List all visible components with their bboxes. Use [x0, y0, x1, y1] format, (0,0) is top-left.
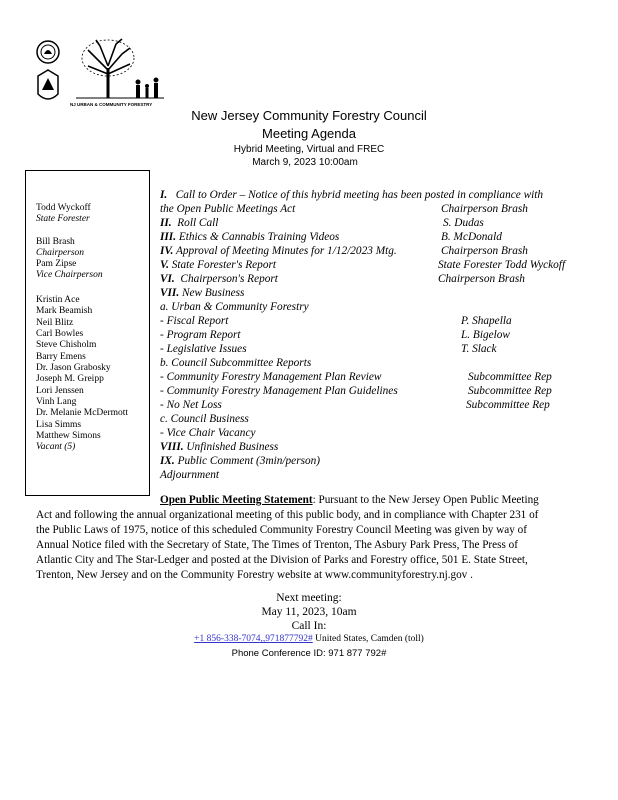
agenda-item-viii: VIII. Unfinished Business	[160, 441, 279, 453]
responsible-party: B. McDonald	[441, 231, 502, 243]
chair-title: Chairperson	[36, 248, 85, 258]
conference-id: Phone Conference ID: 971 877 792#	[231, 648, 387, 659]
member-name: Carl Bowles	[36, 329, 84, 339]
forester-name: Todd Wyckoff	[36, 203, 91, 213]
member-name: Dr. Melanie McDermott	[36, 408, 129, 418]
member-name: Lisa Simms	[36, 419, 82, 430]
responsible-party: Subcommittee Rep	[468, 371, 552, 383]
member-name: Barry Emens	[36, 351, 86, 362]
statement-line: Atlantic City and The Star-Ledger and posted at the Division of Parks and Forestry office, 501 E. State Street,	[36, 554, 528, 566]
meeting-type: Hybrid Meeting, Virtual and FREC	[233, 144, 385, 155]
agenda-adjournment: Adjournment	[160, 469, 219, 481]
page-title: Meeting Agenda	[262, 126, 356, 141]
agenda-item-ii: II. Roll Call	[160, 217, 219, 229]
agenda-subitem: - Legislative Issues	[160, 343, 247, 355]
responsible-party: S. Dudas	[443, 217, 484, 229]
member-name: Vinh Lang	[36, 397, 77, 407]
logo-caption: NJ URBAN & COMMUNITY FORESTRY	[70, 102, 153, 107]
agenda-item-i: I. Call to Order – Notice of this hybrid meeting has been posted in compliance with	[160, 189, 544, 201]
meeting-date: March 9, 2023 10:00am	[252, 157, 358, 168]
next-meeting-date: May 11, 2023, 10am	[261, 606, 357, 618]
member-name: Mark Beamish	[36, 306, 93, 316]
member-name: Kristin Ace	[36, 295, 80, 305]
agenda-subitem: - Fiscal Report	[160, 315, 229, 327]
statement-line: Trenton, New Jersey and on the Community Forestry website at www.communityforestry.nj.gov .	[36, 569, 473, 581]
agenda-subitem: - No Net Loss	[160, 399, 222, 411]
statement-heading: Open Public Meeting Statement	[160, 494, 313, 506]
org-title: New Jersey Community Forestry Council	[191, 108, 427, 123]
statement-line: Annual Notice filed with the Secretary of State, The Times of Trenton, The Asbury Park Press, The Press of	[36, 539, 518, 551]
vice-title: Vice Chairperson	[36, 270, 103, 280]
statement-first-line: Open Public Meeting Statement: Pursuant to the New Jersey Open Public Meeting	[160, 494, 539, 506]
responsible-party: Chairperson Brash	[441, 203, 528, 215]
member-name: Neil Blitz	[36, 317, 74, 328]
agenda-subitem-b: b. Council Subcommittee Reports	[160, 357, 312, 369]
responsible-party: Chairperson Brash	[441, 245, 528, 257]
responsible-party: Subcommittee Rep	[468, 385, 552, 397]
statement-line: Act and following the annual organizational meeting of this public body, and in compliance with Chapter 231 of	[36, 509, 539, 521]
statement-line: the Public Laws of 1975, notice of this scheduled Community Forestry Council Meeting was given by way of	[36, 524, 527, 536]
agenda-item-i-cont: the Open Public Meetings Act	[160, 203, 296, 215]
call-in-label: Call In:	[291, 620, 327, 632]
agenda-item-v: V. State Forester's Report	[160, 259, 277, 271]
member-name: Steve Chisholm	[36, 340, 97, 350]
member-name: Dr. Jason Grabosky	[36, 363, 111, 373]
agenda-item-vii: VII. New Business	[160, 287, 245, 299]
phone-location: United States, Camden (toll)	[312, 634, 424, 644]
vice-name: Pam Zipse	[36, 259, 77, 269]
member-name: Joseph M. Greipp	[36, 374, 104, 384]
next-meeting-label: Next meeting:	[276, 592, 342, 604]
agenda-subitem: - Vice Chair Vacancy	[160, 427, 256, 439]
agenda-subitem: - Community Forestry Management Plan Review	[160, 371, 382, 383]
vacant-seats: Vacant (5)	[36, 442, 76, 452]
forester-title: State Forester	[36, 214, 90, 224]
forest-service-badge-icon	[38, 70, 58, 99]
agenda-subitem-a: a. Urban & Community Forestry	[160, 301, 309, 313]
responsible-party: L. Bigelow	[461, 329, 510, 341]
agenda-item-vi: VI. Chairperson's Report	[160, 273, 278, 285]
member-name: Lori Jenssen	[36, 385, 84, 396]
council-members-box	[25, 170, 150, 496]
phone-number-link[interactable]: +1 856-338-7074,,971877792#	[194, 634, 313, 644]
logos-group	[36, 38, 166, 110]
chair-name: Bill Brash	[36, 237, 75, 247]
responsible-party: Chairperson Brash	[438, 273, 525, 285]
agenda-item-iii: III. Ethics & Cannabis Training Videos	[160, 231, 340, 243]
state-seal-icon	[37, 41, 59, 63]
agenda-subitem: - Community Forestry Management Plan Guidelines	[160, 385, 398, 397]
agenda-subitem-c: c. Council Business	[160, 413, 249, 425]
agenda-item-iv: IV. Approval of Meeting Minutes for 1/12/2023 Mtg.	[160, 245, 397, 257]
responsible-party: State Forester Todd Wyckoff	[438, 259, 566, 271]
agenda-subitem: - Program Report	[160, 329, 241, 341]
phone-line	[0, 634, 618, 644]
member-name: Matthew Simons	[36, 431, 101, 441]
responsible-party: P. Shapella	[461, 315, 512, 327]
tree-family-icon	[76, 39, 164, 98]
responsible-party: Subcommittee Rep	[466, 399, 550, 411]
responsible-party: T. Slack	[461, 343, 497, 355]
agenda-item-ix: IX. Public Comment (3min/person)	[160, 455, 321, 467]
